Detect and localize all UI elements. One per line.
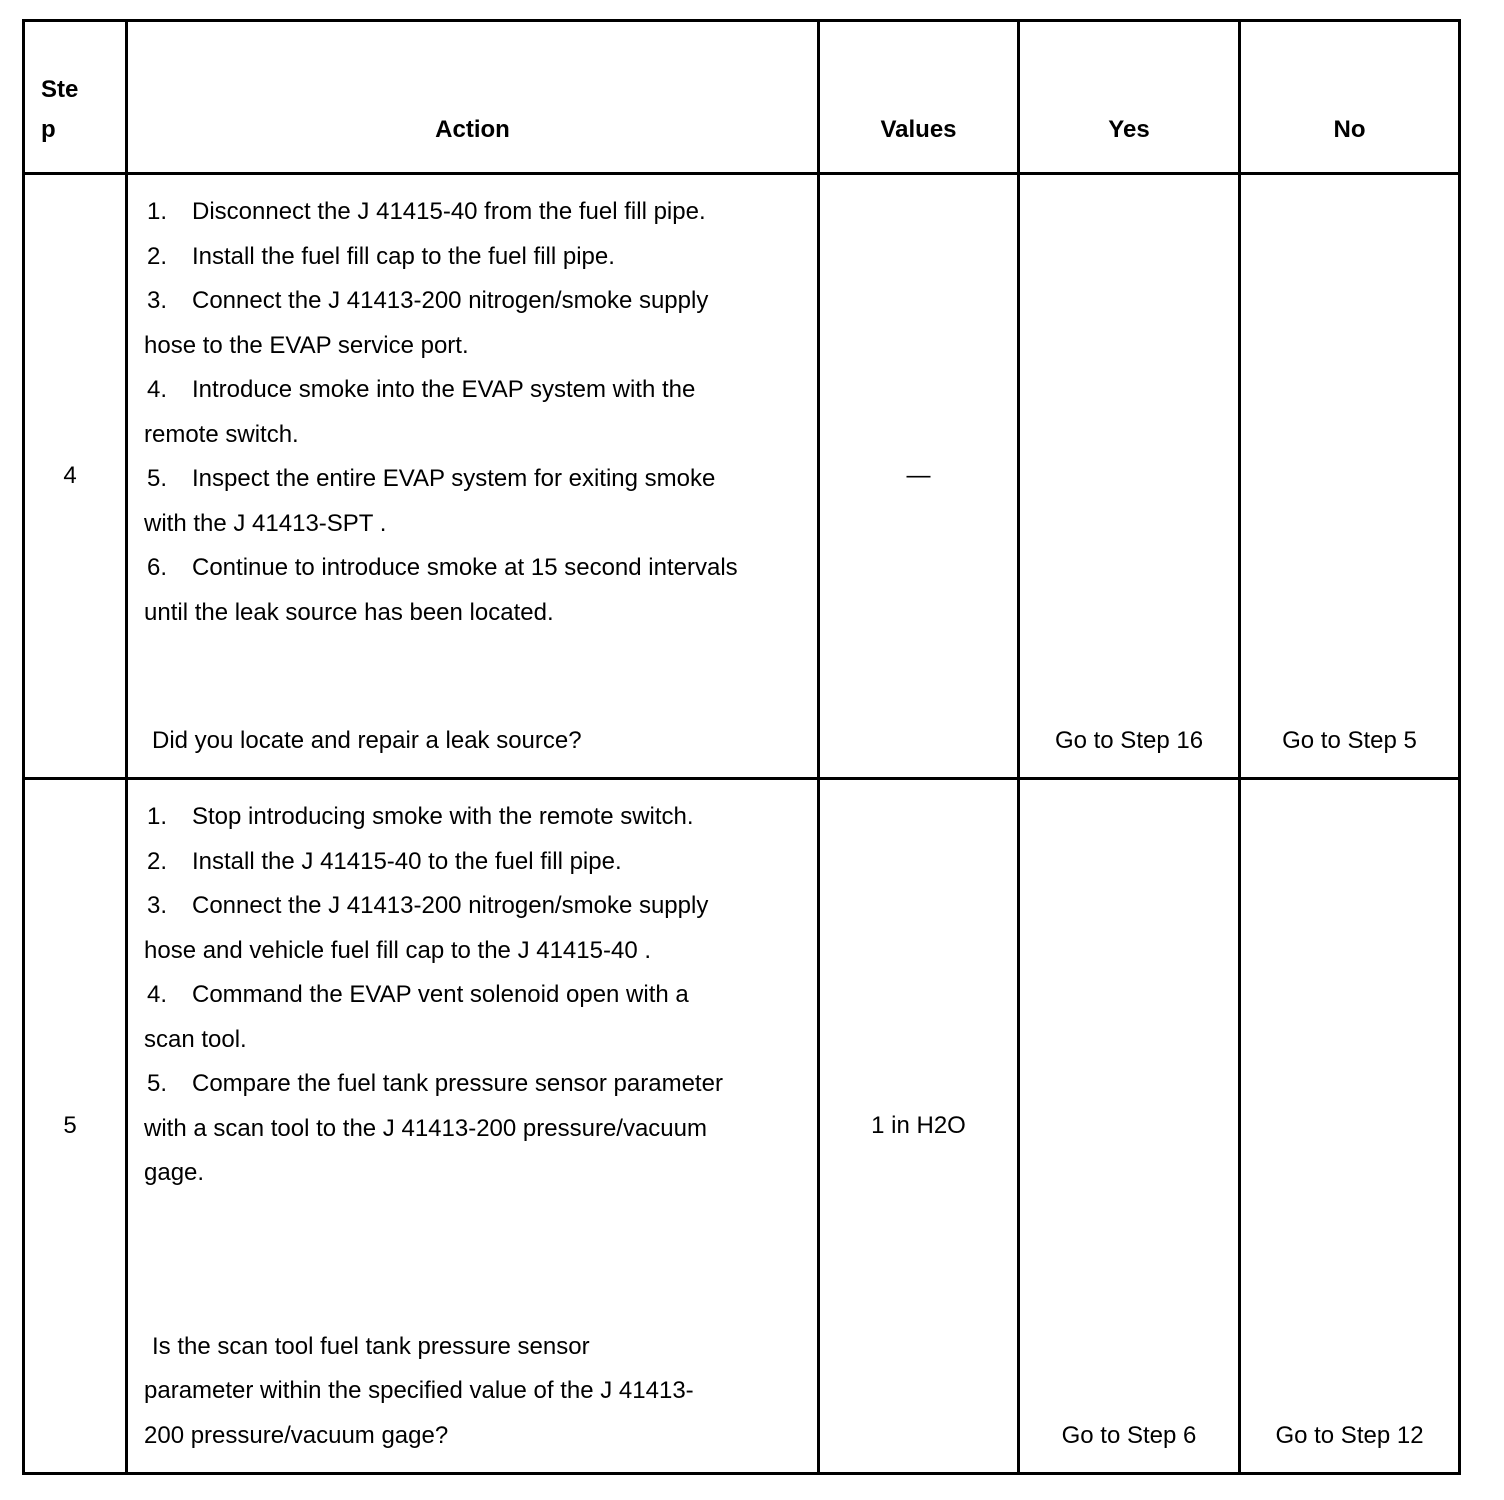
- step-question: Is the scan tool fuel tank pressure sensor parameter within the specified value of the J 41413-200 pressure/vacuum gage?: [144, 1332, 694, 1449]
- action-step: 4. Introduce smoke into the EVAP system with the remote switch.: [144, 376, 696, 448]
- action-step: 4. Command the EVAP vent solenoid open with a scan tool.: [144, 981, 689, 1053]
- header-no: No: [1240, 21, 1460, 174]
- action-steps: [128, 175, 744, 635]
- yes-cell: [1019, 779, 1240, 1474]
- values-cell: 1 in H2O: [819, 779, 1019, 1474]
- action-step: 3. Connect the J 41413-200 nitrogen/smoke supply hose and vehicle fuel fill cap to the J 41415-40 .: [144, 892, 709, 964]
- step-question: Did you locate and repair a leak source?: [152, 726, 582, 754]
- action-step: 5. Compare the fuel tank pressure sensor parameter with a scan tool to the J 41413-200 pressure/vacuum gage.: [144, 1070, 723, 1186]
- table-row: [24, 779, 1460, 1474]
- table-row: [24, 174, 1460, 779]
- action-step: 5. Inspect the entire EVAP system for exiting smoke with the J 41413-SPT .: [144, 465, 716, 537]
- action-cell: [127, 779, 819, 1474]
- header-yes: Yes: [1019, 21, 1240, 174]
- diagnostic-table: [22, 19, 1461, 1475]
- header-values: Values: [819, 21, 1019, 174]
- action-step: 3. Connect the J 41413-200 nitrogen/smoke supply hose to the EVAP service port.: [144, 287, 709, 359]
- header-action: Action: [127, 21, 819, 174]
- no-cell: [1240, 174, 1460, 779]
- no-link: Go to Step 12: [1275, 1421, 1424, 1449]
- values-cell: —: [819, 174, 1019, 779]
- step-number: 5: [24, 779, 127, 1474]
- header-step: Step: [24, 21, 127, 174]
- action-step: 1. Disconnect the J 41415-40 from the fuel fill pipe.: [147, 198, 706, 225]
- action-steps: [128, 780, 744, 1196]
- yes-link: Go to Step 6: [1061, 1421, 1197, 1449]
- action-step: 2. Install the fuel fill cap to the fuel fill pipe.: [147, 242, 615, 270]
- no-cell: [1240, 779, 1460, 1474]
- yes-cell: [1019, 174, 1240, 779]
- action-step: 1. Stop introducing smoke with the remote switch.: [147, 803, 694, 830]
- yes-link: Go to Step 16: [1054, 726, 1204, 754]
- no-link: Go to Step 5: [1282, 726, 1417, 754]
- step-number: 4: [24, 174, 127, 779]
- action-step: 6. Continue to introduce smoke at 15 second intervals until the leak source has been located.: [144, 554, 738, 626]
- action-step: 2. Install the J 41415-40 to the fuel fill pipe.: [147, 847, 622, 875]
- header-row: [24, 21, 1460, 174]
- action-cell: [127, 174, 819, 779]
